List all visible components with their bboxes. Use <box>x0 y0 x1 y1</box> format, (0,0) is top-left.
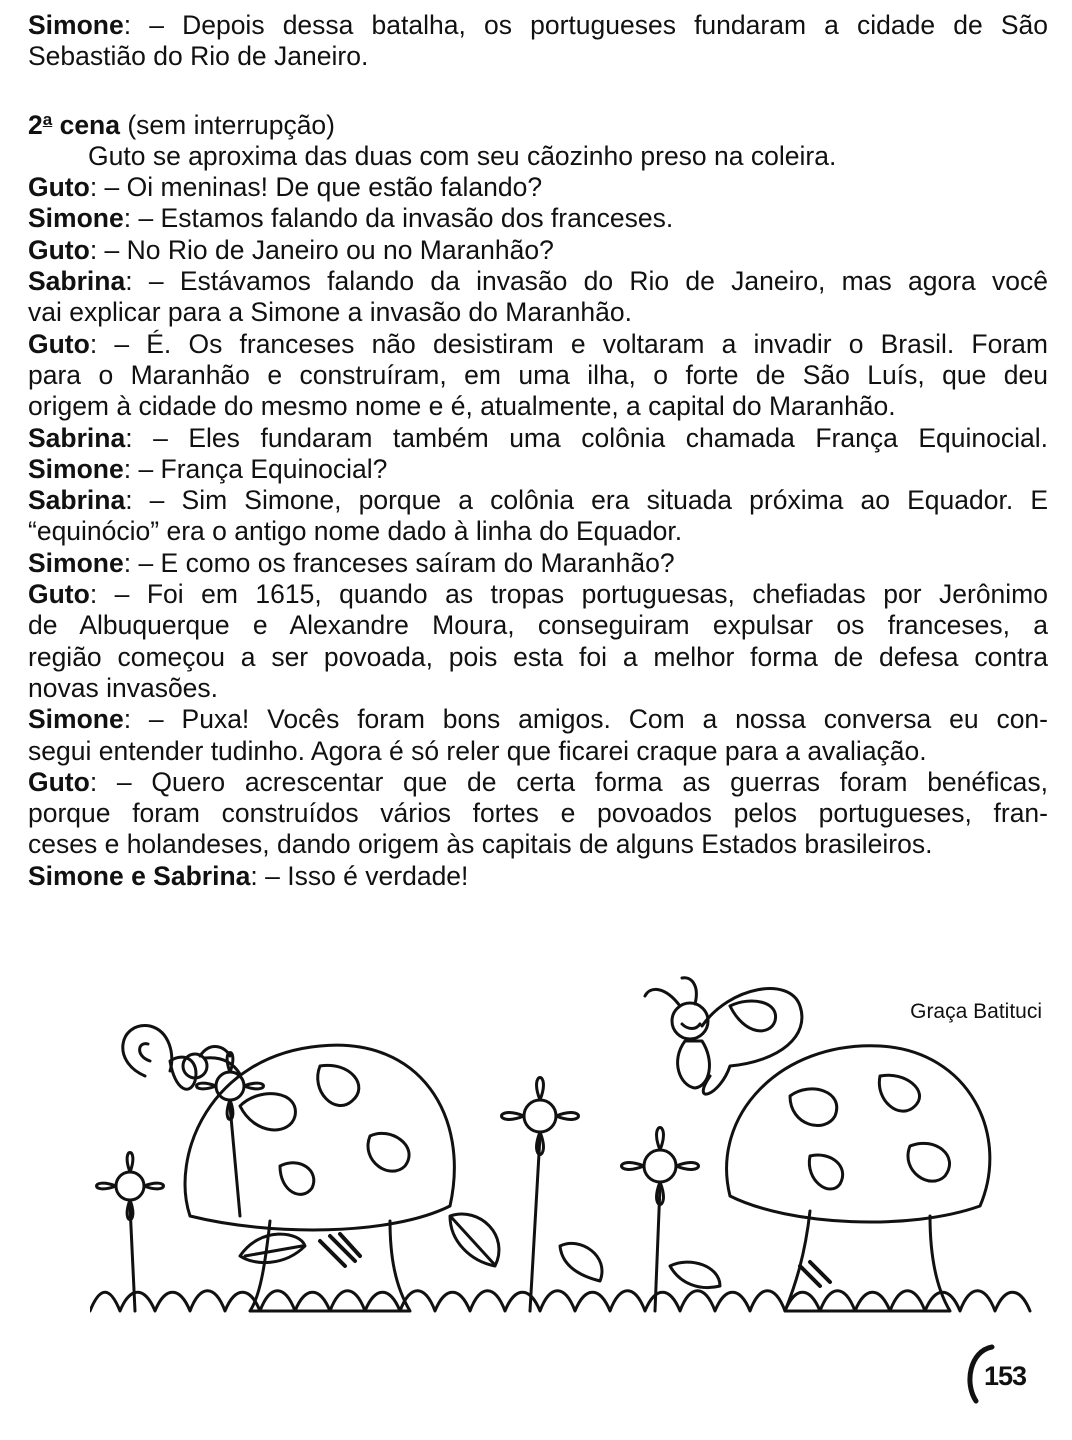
text-line: Simone: – Puxa! Vocês foram bons amigos. Com a nossa conversa eu con- <box>28 704 1048 735</box>
leaf-icon <box>670 1262 720 1287</box>
flower-icon <box>97 1153 164 1312</box>
mushroom-left-icon <box>185 1045 454 1311</box>
text-line: “equinócio” era o antigo nome dado à linha do Equador. <box>28 516 683 547</box>
mushroom-right-icon <box>727 1046 990 1311</box>
text-line: para o Maranhão e construíram, em uma ilha, o forte de São Luís, que deu <box>28 359 1048 390</box>
text-line: de Albuquerque e Alexandre Moura, conseguiram expulsar os franceses, a <box>28 610 1048 641</box>
text-line: porque foram construídos vários fortes e povoados pelos portugueses, fran- <box>28 798 1048 829</box>
text-line: vai explicar para a Simone a invasão do Maranhão. <box>28 297 632 328</box>
leaf-icon <box>560 1243 602 1281</box>
speaker-name: Guto <box>28 328 90 359</box>
text-line: origem à cidade do mesmo nome e é, atualmente, a capital do Maranhão. <box>28 391 896 422</box>
leaf-icon <box>450 1214 499 1266</box>
page-number: 153 <box>984 1361 1027 1391</box>
text-line: Simone: – França Equinocial? <box>28 453 388 484</box>
speaker-name: Simone <box>28 704 124 735</box>
speaker-name: Guto <box>28 172 90 203</box>
speaker-name: Sabrina <box>28 422 126 453</box>
text-line: Guto: – No Rio de Janeiro ou no Maranhão? <box>28 234 554 265</box>
text-line: Guto: – Quero acrescentar que de certa forma as guerras foram benéficas, <box>28 766 1048 797</box>
text-line: novas invasões. <box>28 672 219 703</box>
text-line: Simone e Sabrina: – Isso é verdade! <box>28 860 469 891</box>
text-line: Guto: – É. Os franceses não desistiram e voltaram a invadir o Brasil. Foram <box>28 328 1048 359</box>
text-line: região começou a ser povoada, pois esta foi a melhor forma de defesa contra <box>28 641 1048 672</box>
garden-illustration <box>90 966 1060 1346</box>
flower-icon <box>502 1078 579 1312</box>
speaker-name: Simone <box>28 547 124 578</box>
dialogue-text <box>28 10 1048 892</box>
speaker-name: Simone <box>28 10 124 40</box>
speaker-name: Sabrina <box>28 485 126 516</box>
grass-border <box>90 1291 1030 1311</box>
text-line: Simone: – Depois dessa batalha, os portugueses fundaram a cidade de São <box>28 10 1048 40</box>
page-number-badge <box>962 1343 1042 1405</box>
speaker-name: Guto <box>28 234 90 265</box>
speaker-name: Simone e Sabrina <box>28 860 251 891</box>
text-line: Simone: – Estamos falando da invasão dos franceses. <box>28 203 674 234</box>
stage-direction: Guto se aproxima das duas com seu cãozinho preso na coleira. <box>88 140 837 171</box>
text-line: segui entender tudinho. Agora é só reler que ficarei craque para a avaliação. <box>28 735 927 766</box>
text-line: Simone: – E como os franceses saíram do Maranhão? <box>28 547 675 578</box>
speaker-name: Sabrina <box>28 266 126 297</box>
text-line: Sabrina: – Sim Simone, porque a colônia era situada próxima ao Equador. E <box>28 485 1048 516</box>
text-line: Sebastião do Rio de Janeiro. <box>28 41 369 72</box>
text-line: Sabrina: – Estávamos falando da invasão do Rio de Janeiro, mas agora você <box>28 266 1048 297</box>
speaker-name: Guto <box>28 766 90 797</box>
speaker-name: Simone <box>28 203 124 234</box>
leaf-icon <box>240 1234 305 1262</box>
speaker-name: Simone <box>28 453 124 484</box>
scene-heading: 2$^a$ cena (sem interrupção) <box>28 109 335 140</box>
text-line: Guto: – Foi em 1615, quando as tropas portuguesas, chefiadas por Jerônimo <box>28 579 1048 610</box>
text-line: Sabrina: – Eles fundaram também uma colônia chamada França Equinocial. <box>28 422 1048 453</box>
speaker-name: Guto <box>28 579 90 610</box>
text-line: Guto: – Oi meninas! De que estão falando? <box>28 172 543 203</box>
text-line: ceses e holandeses, dando origem às capitais de alguns Estados brasileiros. <box>28 829 933 860</box>
author-credit: Graça Batituci <box>910 1000 1042 1023</box>
butterfly-icon <box>123 1026 240 1090</box>
